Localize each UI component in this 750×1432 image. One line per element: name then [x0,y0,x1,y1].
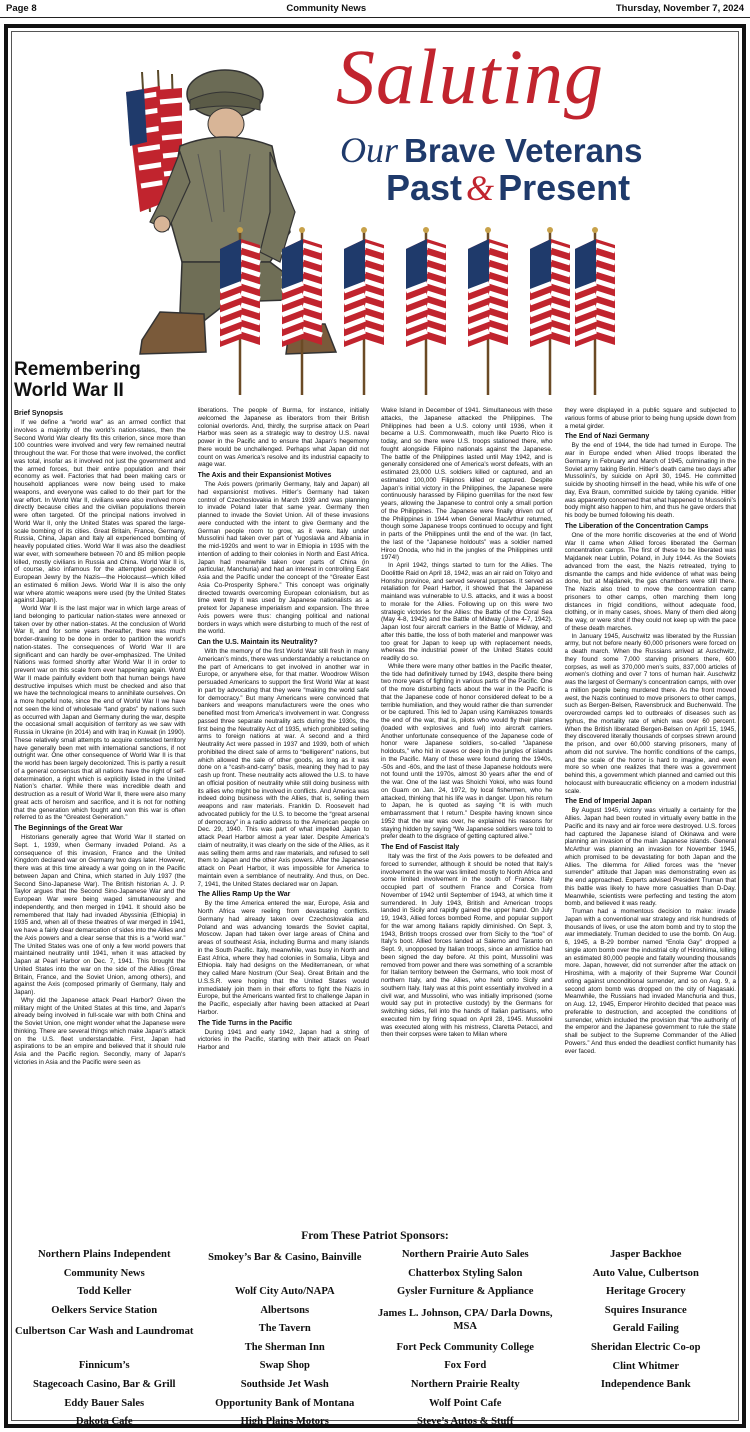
sponsors-heading: From These Patriot Sponsors: [301,1230,449,1242]
headline-brave-veterans: Brave Veterans [404,132,643,169]
article-subheading: The Tide Turns in the Pacific [197,1019,293,1027]
sponsor-name: Squires Insurance [604,1304,687,1316]
headline-saluting: Saluting [336,33,605,120]
sponsor-name: Wolf City Auto/NAPA [234,1286,335,1297]
sponsor-name: High Plains Motors [240,1416,329,1428]
headline-past: Past [386,167,463,208]
section-title [14,359,141,401]
article-subheading: The Axis and their Expansionist Motives [197,472,332,479]
sponsor-name: Southside Jet Wash [240,1378,329,1390]
article-subheading: The Liberation of the Concentration Camps [564,522,709,530]
sponsor-name: The Tavern [258,1323,311,1335]
article-paragraph: Why did the Japanese attack Pearl Harbor? Given the military might of the United States at this time, and Japan’s already being involved in full-scale war with both China and the Soviet Union, one might wonder what the Japanese were thinking. There are several things which make Japan’s attack on the U.S. fleet understandable. First, Japan had aspirations to be an empire and believed that it should rule Asia and the Pacific region. Secondly, many of Japan’s victories in Asia and the Pacific were seen as [14,996,186,1066]
sponsor-name: Northern Prairie Realty [410,1378,520,1390]
article-paragraph: Wake Island in December of 1941. Simultaneous with these attacks, the Japanese attacked the Philippines. The Philippines had been a U.S. colony until 1936, when it became a U.S. Commonwealth, much like Puerto Rico is today, and so there were U.S. troops stationed there, who fought alongside Filipino nationals against the Japanese. The battle of the Philippines lasted until May 1942, and is generally considered one of America’s worst defeats, with an estimated 23,000 U.S. soldiers killed or captured, and an estimated 100,000 Filipinos killed or captured. Despite Japan’s initial victory in the Philippines, the Japanese were continuously harassed by Filipino guerrillas for the next few years, allowing the Japanese to control only a small portion of the Philippines. The Japanese were finally driven out of the Philippines in 1944 when General MacArthur returned, though some Japanese troops continued to occupy and fight in parts of the Philippines until the end of the war. (In fact, the last of the “Japanese holdouts” was a soldier named Hiroo Onoda, who hid in the jungles of the Philippines until 1974!) [381,407,553,562]
article-paragraph: By the end of 1944, the tide had turned in Europe. The war in Europe ended when Allied troops liberated the Germany in February and March of 1945, culminating in the Soviet army taking Berlin. Hitler’s death came two days after Mussolini’s, by suicide on April 30, 1945. He committed suicide by shooting himself in the head, while his wife of one day, Eva Braun, committed suicide by taking cyanide. Hitler was apparently concerned that what happened to Mussolini’s body might also happen to him, and thus he gave orders that his body be burned following his death. [564,442,736,519]
sponsor-name: Stagecoach Casino, Bar & Grill [32,1378,176,1390]
article-paragraph: The Axis powers (primarily Germany, Italy and Japan) all had expansionist motives. Hitler’s Germany had taken control of Czechoslovakia in March 1939 and was planning to invade Poland later that same year. Germany then planned to invade the Soviet Union. All of these invasions were conducted with the intent to give Germany and the German people room to grow, as it were. Italy under Mussolini had taken over part of Yugoslavia and Albania in the mid-1920s and went to war in Ethiopia in 1935 with the intention of adding to their colonies in North and East Africa. Japan had meanwhile taken over parts of China (in particular, Manchuria) and had an interest in controlling East Asia and the Pacific under the concept of the “Greater East Asia Co-Prosperity Sphere.” This concept was originally directed towards overcoming European colonialism, but as time went by it was used by Japanese nationalists as a pretext for Japanese imperialism and expansion. The three Axis powers were thus: changing political and national borders in ways which were disturbing to much of the rest of the world. [197,481,369,636]
article-paragraph: World War II is the last major war in which large areas of land belonging to particular nation-states were annexed or taken over by other nation-states. At the conclusion of World War II, and for some years thereafter, there was much border-drawing to be done in order to partition the world’s nation-states. The consequences of World War II are significant and can hardly be over-emphasized. The United Nations was formed shortly after World War II in order to prevent war on this scale from ever happening again. World War II made painfully evident both that human beings have destructive impulses which must be checked and also that we have the technological means to annihilate ourselves. On a more hopeful note, since the end of World War II we have not seen the kind of wholesale “land grabs” by nations such as occurred with Japan and Germany during the war, despite the occasional small acquisition of territory as we saw with Russia in Ukraine (in 2014) and with Iraq in Kuwait (in 1990). These relatively small attempts to acquire contested territory have generally been met with international sanctions, if not outright war. One other consequence of World War II is that the world has been largely decolonized. This is partly a result of a general consensus that all nations have the right of self-determination, a right which is explicitly listed in the United Nation’s charter. While there was incredible death and destruction as a result of World War II, there were also many great acts of heroism and sacrifice, and it is not for nothing that the generation which fought and won this war is often referred to as the “Greatest Generation.” [14,605,186,822]
article-column-3 [381,407,553,1229]
flag-icon [344,227,384,395]
article-column-1 [14,407,186,1229]
page-number: Page 8 [6,3,37,14]
sponsor-name: Dakota Cafe [75,1416,133,1428]
article-paragraph: liberations. The people of Burma, for instance, initially welcomed the Japanese as liberators from their British colonial overlords. And, thirdly, the surprise attack on Pearl Harbor was seen as a strategic way to destroy U.S. naval power in the Pacific and to ensure that Japan’s hegemony there would be unchallenged. Perhaps what Japan did not count on was America’s resolve and its industrial capacity to wage war. [197,407,369,469]
article-paragraph: they were displayed in a public square and subjected to various forms of abuse prior to being hung upside down from a metal girder. [564,407,736,430]
sponsor-name: Northern Prairie Auto Sales [401,1249,529,1260]
sponsor-name: Fox Ford [444,1360,487,1372]
sponsor-name: Community News [63,1267,145,1279]
article-paragraph: While there were many other battles in the Pacific theater, the tide had definitively turned by 1943, despite there being two more years of fighting in various parts of the Pacific. One of the more disturbing facts about the war in the Pacific is that the Japanese code of honor considered defeat to be a terrible humiliation, and they would rather die than surrender or be captured. This led to Japan using Kamikazes towards the end of the war, that is, pilots who would fly their planes (loaded with explosives and fuel) into aircraft carriers. Another unfortunate consequence of the Japanese code of honor were Japanese soldiers, so-called “Japanese holdouts,” who hid in caves or deep in the jungles of islands in the Pacific. Many of these were found during the 1940s, -50s and -60s, and the last of these Japanese holdouts were not found until the 1970s, almost 30 years after the end of the war. One of the last was Shoichi Yokoi, who was found on Guam on Jan. 24, 1972, by local fishermen, who he attacked, thinking that his life was in danger. Upon his return to Japan, he is quoted as saying “It is with much embarrassment that I return.” Despite having known since 1952 that the war was over, he explained his reasons for staying hidden by saying “We Japanese soldiers were told to prefer death to the disgrace of getting captured alive.” [381,662,553,841]
section-title-line2: World War II [14,380,124,401]
flag-icon [282,227,322,395]
sponsor-name: Clint Whitmer [612,1360,680,1372]
flag-icon [220,227,260,395]
sponsor-name: Sheridan Electric Co-op [591,1341,701,1353]
article-subheading: Can the U.S. Maintain its Neutrality? [197,639,318,646]
article-column-2 [198,407,370,1229]
article-body [14,407,736,1229]
flag-icon [468,227,508,395]
sponsors-column-1 [14,1246,195,1432]
sponsor-name: Todd Keller [77,1286,132,1298]
sponsor-name: Finnicum’s [78,1360,130,1372]
flag-icon [406,227,446,395]
article-paragraph: Italy was the first of the Axis powers to be defeated and forced to surrender, although it should be noted that Italy’s involvement in the war was limited mostly to North Africa and some limited involvement in the south of France. Italy occupied part of southern France and Corsica from November of 1942 until September of 1943, at which time it surrendered. In July 1943, British and American troops landed in Sicily and rapidly gained the upper hand. On July 19, 1943, Allied forces bombed Rome, and popular support for the war among Italians rapidly diminished. On Sept. 3, 1943, British troops crossed over from Sicily to the “toe” of Italy’s boot. Allied forces landed at Salerno and Taranto on Sept. 9, unopposed by Italian troops, since an armistice had been signed the day before. At this point, Mussolini was removed from power and there was something of a scramble for Italian territory between the Germans, who took most of northern Italy, and the Allies, who held onto Sicily and southern Italy. Italy was at this point essentially involved in a civil war, and Mussolini, who was initially imprisoned (some would say put in protective custody) by the Germans for switching sides, fell into the hands of Italian partisans, who executed him by firing squad on April 28, 1945. Mussolini was executed along with his mistress, Claretta Petacci, and then their corpses were taken to Milan where [381,853,553,1039]
article-subheading: The Allies Ramp Up the War [197,891,291,899]
section-name: Community News [286,3,367,14]
headline-line2 [340,132,643,168]
flag-icon [575,227,615,395]
article-paragraph: One of the more horrific discoveries at the end of World War II came when Allied forces liberated the German concentration camps. The first of these to be liberated was Majdanek near Lublin, Poland, in July 1944. As the Soviets advanced from the east, the Nazis retreated, trying to dismantle the camps and hide evidence of what was being done, but at Majdanek, the gas chambers were still there. The Nazis also tried to move the concentration camp prisoners to other camps, often marching them long distances in frigid conditions, without adequate food, clothing, or in many cases, shoes. Many of them died along the way, or were shot if they could not keep up with the pace of these death marches. [564,531,736,632]
sponsor-name: Swap Shop [259,1360,310,1372]
sponsors-column-3 [375,1246,556,1432]
sponsor-name: Chatterbox Styling Salon [408,1267,523,1279]
article-paragraph: During 1941 and early 1942, Japan had a string of victories in the Pacific, starting with their attack on Pearl Harbor and [197,1028,369,1051]
article-subheading: The Beginnings of the Great War [14,825,123,832]
page-header [0,0,750,18]
sponsor-name: Steve’s Autos & Stuff [417,1416,514,1428]
article-column-4 [565,407,737,1229]
sponsors-column-4 [556,1246,737,1432]
headline-ampersand: & [466,168,495,208]
headline-present: Present [498,167,631,208]
sponsor-name: Fort Peck Community College [396,1341,534,1353]
sponsor-name: Auto Value, Culbertson [592,1267,699,1279]
article-paragraph: In January 1945, Auschwitz was liberated by the Russian army, but not before nearly 60,000 prisoners were forced on a death march. When the Russians arrived at Auschwitz, they found some 7,000 starving prisoners there, 600 corpses, as well as 370,000 men’s suits, 837,000 articles of women’s clothing and over 7 tons of human hair. Auschwitz was the largest of Germany’s concentration camps, with over a million people being murdered there. As the front moved west, the Nazis continued to move prisoners to other camps, such as Bergen-Belsen, Ravensbruck and Buchenwald. The overcrowded camps led to outbreaks of diseases such as typhus, the mortality rate of which was over 60 percent. When the British liberated Bergen-Belsen on April 15, 1945, they discovered literally thousands of corpses strewn around the prison, and over 60,000 starving prisoners, many of whom did not survive. The horrific conditions of the camps, and the scale of the horror is hard to imagine, and even more so when one realizes that there was a government behind this, a government which planned and carried out this holocaust with bureaucratic efficiency on a modern industrial scale. [564,632,736,795]
sponsor-name: Albertsons [260,1304,310,1316]
sponsor-name: James L. Johnson, CPA/ Darla Downs, MSA [377,1307,553,1332]
article-paragraph: If we define a “world war” as an armed conflict that involves a majority of the world’s nation-states, then the Second World War clearly fits this criterion, since more than 100 countries were involved and very few remained neutral throughout the war. For those that were involved, the conflict was total, insofar as it involved not just the government and the armed forces, but their entire population and their economy as well. Factories that had been making cars or household appliances were now being used to make weapons, and everyone was called to do their part for the war effort. In World War II, civilians were also involved more directly because cities and the civilian populations therein were often targeted. Of the principal nations involved in World War II, only the United States was spared the large-scale bombing of its cities. Great Britain, France, Germany, Russia, China, Japan and Italy all experienced bombing of heavily populated cities. World War II was also the deadliest war ever, with somewhere between 70 and 85 million people killed, mostly civilians in Russia and China. World War II is, of course, also infamous for the attempted genocide of European Jewry by the Nazis—the Holocaust—which killed an estimated 6 million Jews. World War II is also the only war where atomic weapons were used (by the United States against Japan). [14,419,186,605]
section-title-line1: Remembering [14,359,141,380]
article-subheading: The End of Nazi Germany [564,433,650,441]
article-subheading: The End of Fascist Italy [381,844,460,851]
headline-our: Our [340,130,399,170]
sponsors-list [14,1246,736,1432]
issue-date: Thursday, November 7, 2024 [615,3,744,14]
flag-icon [530,227,570,395]
sponsor-name: Northern Plains Independent [38,1249,171,1260]
sponsor-name: Culbertson Car Wash and Laundromat [15,1326,194,1338]
article-paragraph: Truman had a momentous decision to make: invade Japan with a conventional war strategy and risk hundreds of thousands of lives, or use the atom bomb and try to stop the war immediately. Truman decided to use the bomb. On Aug. 6, 1945, a B-29 bomber named “Enola Gay” dropped a single atom bomb over the industrial city of Hiroshima, killing an estimated 80,000 people and fatally wounding thousands more. Japan, however, did not surrender after the attack on Hiroshima, with a majority of their Supreme War Council voting against unconditional surrender, and so on Aug. 9, a second atom bomb was dropped on the city of Nagasaki. Meanwhile, the Russians had invaded Manchuria and thus, on Aug. 12, 1945, Emperor Hirohito decided that peace was preferable to destruction, and accepted the conditions of surrender, which included the provision that “the authority of the emperor and the Japanese government to rule the state shall be subject to the Supreme Commander of the Allied Powers.” And thus ended the deadliest conflict humanity has ever faced. [564,908,736,1055]
sponsor-name: Independence Bank [600,1379,691,1391]
sponsor-name: Oelkers Service Station [51,1304,158,1316]
article-paragraph: With the memory of the first World War still fresh in many American’s minds, there was understandably a reluctance on the part of Americans to get involved in another war in Europe, or anywhere else, for that matter. Woodrow Wilson persuaded Americans to support the first World War at least in part by advocating that they were “making the world safe for democracy.” But many Americans were convinced that bankers and weapons manufacturers were the ones who benefited most from America’s involvement in war. Congress passed three separate neutrality acts during the 1930s, the first being the Neutrality Act of 1935, which prohibited selling arms to foreign nations at war. A second and a third Neutrality Act were passed in 1937 and 1939, both of which prohibited the direct sale of arms to “belligerent” nations, but which allowed the sale of other goods, as long as it was done on a “cash-and-carry” basis, meaning they had to pay cash up front. These neutrality acts allowed the U.S. to have an official position of neutrality while still doing business with its allies who might be involved in conflicts. And America was indeed doing business with the Allies, that is, selling them weapons and raw materials. Franklin D. Roosevelt had advocated publicly for the U.S. to become the “great arsenal of democracy” in a radio address to the American people on Dec. 29, 1940. This was part of what impelled Japan to attack Pearl Harbor almost a year later. Despite America’s claim of neutrality, it was clearly on the side of the Allies, as it was selling them arms and raw materials, and refused to sell them to Japan and the other Axis powers. After the Japanese attack on Pearl Harbor, it was impossible for America to maintain even a semblance of neutrality. And thus, on Dec. 7, 1941, the United States declared war on Japan. [197,648,369,888]
sponsors-column-2 [195,1246,376,1432]
sponsor-name: Opportunity Bank of Montana [215,1397,355,1409]
article-subheading: Brief Synopsis [14,410,64,417]
headline-line3 [386,167,631,208]
sponsor-name: Jasper Backhoe [610,1249,682,1260]
sponsor-name: Eddy Bauer Sales [64,1397,145,1409]
article-paragraph: By the time America entered the war, Europe, Asia and North Africa were reeling from devastating conflicts. Germany had already taken over Czechoslovakia and Poland and was advancing towards the Soviet capital, Moscow. Japan had taken over large areas of China and areas of southeast Asia, including Burma and many islands in the South Pacific. Italy, meanwhile, was busy in North and East Africa, where they had colonies in Somalia, Libya and Ethiopia. Italy had designs on the Mediterranean, or what they called Mare Nostrum (Our Sea). Great Britain and the U.S.S.R. were hoping that the United States would immediately join them in their efforts to fight the Nazis in Europe, but the Americans wanted first to challenge Japan in the Pacific, especially after having been attacked at Pearl Harbor. [197,900,369,1016]
article-subheading: The End of Imperial Japan [564,798,652,806]
article-paragraph: In April 1942, things started to turn for the Allies. The Doolittle Raid on April 18, 1942, was an air raid on Tokyo and Honshu province, and served several purposes. It served as retaliation for Pearl Harbor, it showed that the Japanese mainland was vulnerable to U.S. attacks, and it was a boost to morale for the Allies. Following up on this were two strategic victories for the Allies: the Battle of the Coral Sea (May 4-8, 1942) and the Battle of Midway (June 4-7, 1942). Japan lost four aircraft carriers in the Battle of Midway, and after this battle, the loss of both materiel and manpower was too great for Japan to keep up with replacement needs, whereas the industrial power of the United States could readily do so. [381,562,553,662]
article-paragraph: Historians generally agree that World War II started on Sept. 1, 1939, when Germany invaded Poland. As a consequence of this invasion, France and the United Kingdom declared war on Germany two days later. However, there was at this time already a war going on in the Pacific between Japan and China, which started in July 1937 (the Second Sino-Japanese War). The British historian A. J. P. Taylor argues that the Second Sino-Japanese War and the European War were being waged simultaneously and independently, and then merged in 1941. It should also be remembered that Italy had invaded Abyssinia (Ethiopia) in 1935 and, when all of these theatres of war merged in 1941, we have a fairly clear demarcation of sides into the Allies and the Axis powers and a clear sense that this is a “world war.” The United States was one of only a few world powers that maintained neutrality until 1941, when it was attacked by Japan at Pearl Harbor on Dec. 7, 1941. This brought the United States into the war on the side of the Allies (Great Britain, France, and the Soviet Union, among others), and against the Axis (composed primarily of Germany, Italy and Japan). [14,834,186,996]
sponsor-name: Gerald Failing [612,1323,679,1335]
article-paragraph: By August 1945, victory was virtually a certainty for the Allies. Japan had been routed in virtually every battle in the Pacific and its navy and air force were destroyed. U.S. forces had captured the Japanese island of Okinawa and were planning an invasion of the main Japanese islands. General McArthur was planning an invasion for November 1945, which promised to be devastating for both Japan and the Allies. The dilemma for Allied forces was the “never surrender” attitude that Japan was demonstrating even as the end approached. Experts advised President Truman that this battle was likely to have more casualties than D-Day. Meanwhile, scientists were perfecting and testing the atom bomb, and believed it was ready. [564,807,736,908]
sponsor-name: Gysler Furniture & Appliance [397,1286,534,1298]
sponsor-name: Wolf Point Cafe [429,1397,502,1409]
sponsor-name: Heritage Grocery [605,1286,686,1298]
flag-row-illustration [220,225,620,395]
sponsor-name: The Sherman Inn [244,1341,325,1353]
sponsor-name: Smokey’s Bar & Casino, Bainville [208,1252,362,1263]
